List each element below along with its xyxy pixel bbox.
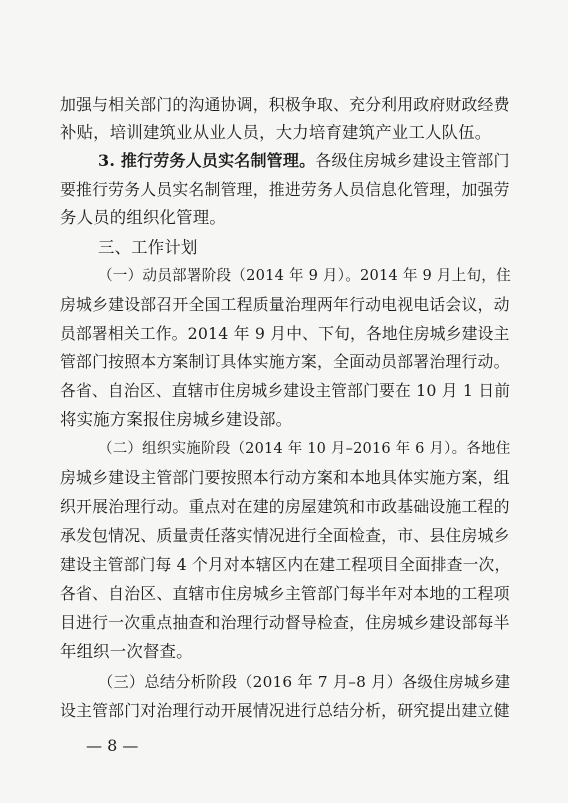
text-line: 设主管部门对治理行动开展情况进行总结分析，研究提出建立健 xyxy=(60,701,510,720)
text-line: （二）组织实施阶段（2014 年 10 月–2016 年 6 月）。各地住 xyxy=(98,441,511,457)
text-line: 补贴，培训建筑业从业人员，大力培育建筑产业工人队伍。 xyxy=(60,123,492,142)
text-line: 员部署相关工作。2014 年 9 月中、下旬，各地住房城乡建设主 xyxy=(60,324,510,343)
text-line: 织开展治理行动。重点对在建的房屋建筑和市政基础设施工程的 xyxy=(60,497,510,516)
text-line: 务人员的组织化管理。 xyxy=(60,208,226,227)
text-line xyxy=(98,150,510,172)
item-heading: 3. 推行劳务人员实名制管理。 xyxy=(98,151,316,170)
text-line: 管部门按照本方案制订具体实施方案，全面动员部署治理行动。 xyxy=(60,352,510,371)
text-line: 加强与相关部门的沟通协调，积极争取、充分利用政府财政经费 xyxy=(60,95,510,114)
text-line: 各省、自治区、直辖市住房城乡建设主管部门要在 10 月 1 日前 xyxy=(60,381,511,400)
text-line: 承发包情况、质量责任落实情况进行全面检查，市、县住房城乡 xyxy=(60,526,510,545)
text-line: 将实施方案报住房城乡建设部。 xyxy=(60,410,293,429)
item-text: 各级住房城乡建设主管部门 xyxy=(315,151,510,170)
text-line: 年组织一次督查。 xyxy=(60,642,193,661)
section-heading: 三、工作计划 xyxy=(98,238,198,257)
text-line: 房城乡建设部召开全国工程质量治理两年行动电视电话会议，动 xyxy=(60,295,510,314)
page-number: — 8 — xyxy=(86,736,139,755)
text-line: 各省、自治区、直辖市住房城乡主管部门每半年对本地的工程项 xyxy=(60,584,510,603)
text-line: 房城乡建设主管部门要按照本行动方案和本地具体实施方案，组 xyxy=(60,468,510,487)
text-line: 目进行一次重点抽查和治理行动督导检查，住房城乡建设部每半 xyxy=(60,613,510,632)
text-line: （一）动员部署阶段（2014 年 9 月）。2014 年 9 月上旬，住 xyxy=(98,267,511,284)
text-line: 建设主管部门每 4 个月对本辖区内在建工程项目全面排查一次， xyxy=(60,555,511,574)
text-line: （三）总结分析阶段（2016 年 7 月–8 月）各级住房城乡建 xyxy=(98,673,511,691)
text-line: 要推行劳务人员实名制管理，推进劳务人员信息化管理，加强劳 xyxy=(60,180,510,199)
